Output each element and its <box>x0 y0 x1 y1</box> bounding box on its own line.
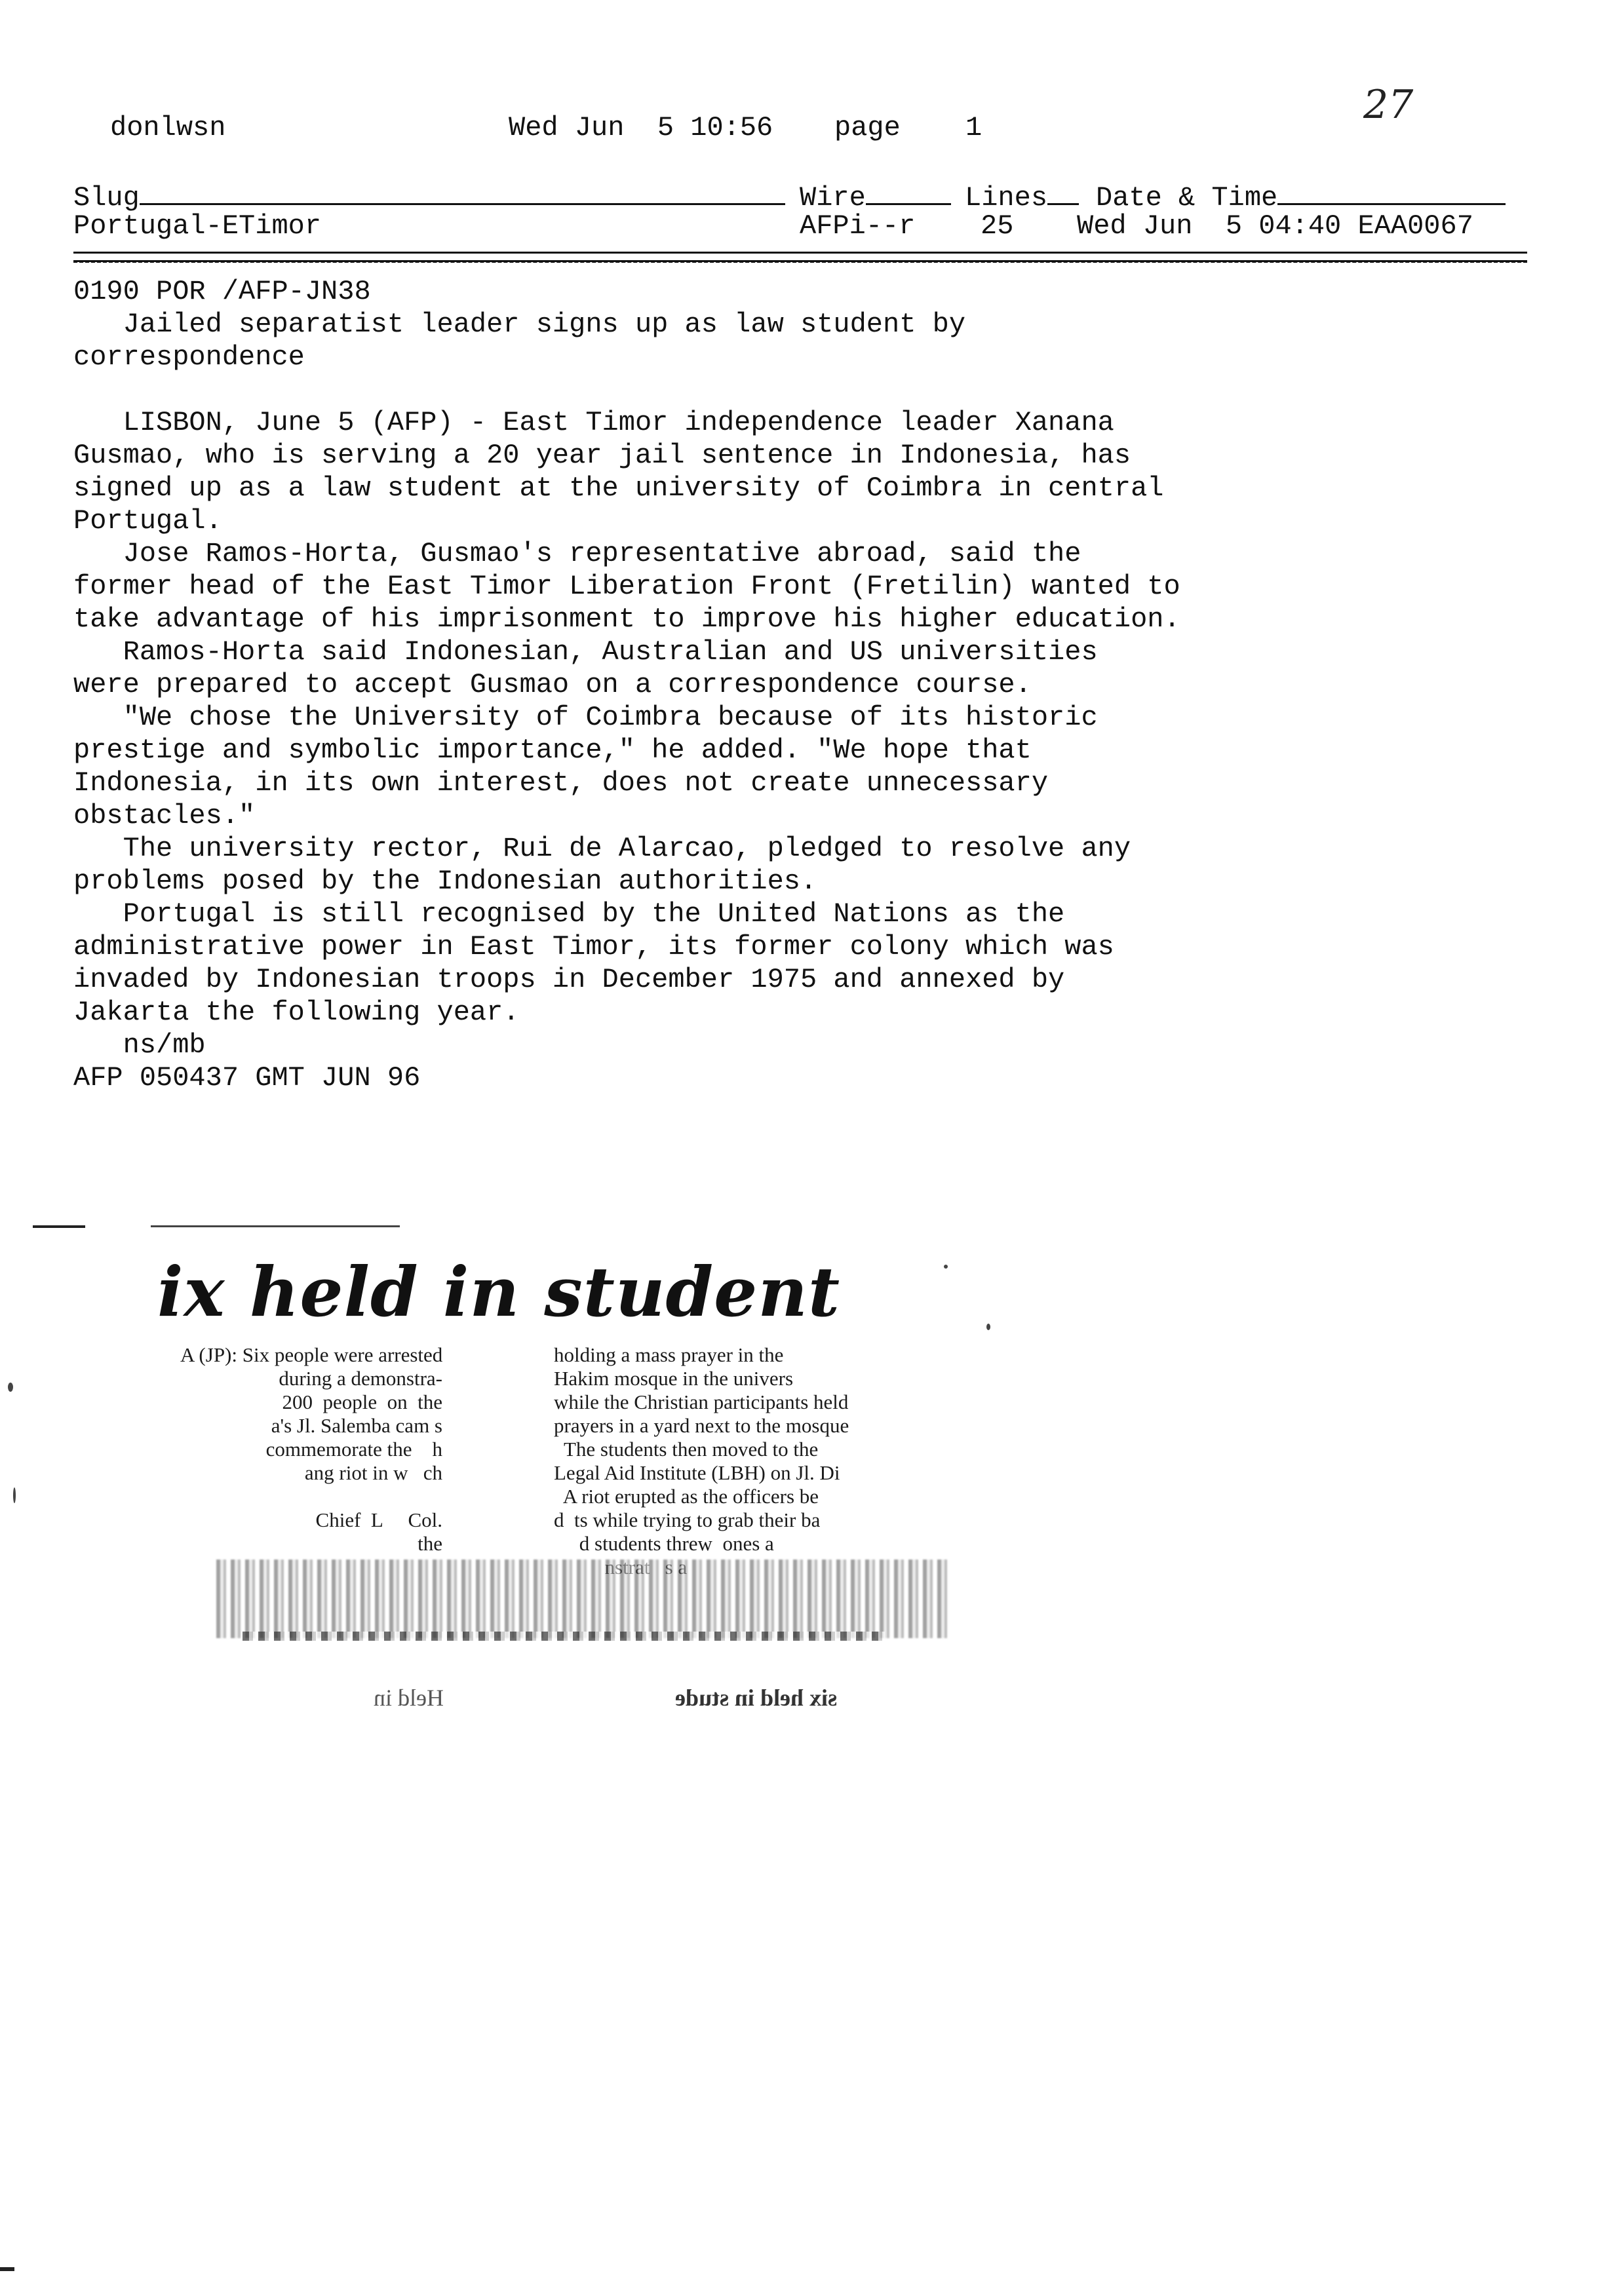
story-line: ns/mb <box>73 1029 206 1061</box>
slug-value: Portugal-ETimor <box>73 210 322 242</box>
scan-speck <box>944 1265 948 1269</box>
story-line: "We chose the University of Coimbra because of its historic <box>73 702 1098 733</box>
wire-story <box>73 275 1515 1094</box>
clipping-line: 200 people on the <box>282 1390 442 1413</box>
story-line: take advantage of his imprisonment to improve his higher education. <box>73 603 1180 635</box>
wire-label: Wire <box>800 182 866 214</box>
story-line: prestige and symbolic importance," he added. "We hope that <box>73 735 1032 766</box>
clipping-line: a's Jl. Salemba cam s <box>271 1414 442 1437</box>
story-line: Jailed separatist leader signs up as law student by <box>73 309 966 340</box>
header-user: donlwsn <box>110 112 226 144</box>
clipping-line: d ts while trying to grab their ba <box>554 1508 821 1531</box>
scan-speck <box>986 1324 990 1330</box>
clipping-line: d students threw ones a <box>554 1532 774 1555</box>
clipping-rule <box>33 1225 85 1228</box>
lines-label: Lines <box>965 182 1048 214</box>
clipping-headline: ix held in student <box>157 1252 841 1332</box>
story-line: Gusmao, who is serving a 20 year jail sentence in Indonesia, has <box>73 440 1131 471</box>
story-line: Jakarta the following year. <box>73 997 520 1028</box>
story-line: problems posed by the Indonesian authorities. <box>73 866 817 897</box>
clipping-line: the <box>418 1532 442 1555</box>
clipping-line <box>180 1485 442 1508</box>
story-line: invaded by Indonesian troops in December 1975 and annexed by <box>73 964 1065 995</box>
handwritten-mark: 27 <box>1363 82 1414 128</box>
story-line: Ramos-Horta said Indonesian, Australian and US universities <box>73 636 1098 668</box>
bleed-through-text-right: six held in stude <box>675 1685 838 1711</box>
bleed-through-text-left: Held in <box>374 1685 444 1711</box>
story-line: administrative power in East Timor, its former colony which was <box>73 931 1114 963</box>
clipping-line: A riot erupted as the officers be <box>554 1485 819 1508</box>
story-line: Portugal. <box>73 505 222 537</box>
header-page-number: 1 <box>965 112 983 144</box>
header-page-label: page <box>834 112 901 144</box>
slug-label: Slug <box>73 182 140 214</box>
story-line: LISBON, June 5 (AFP) - East Timor independence leader Xanana <box>73 407 1114 438</box>
date-time-value: Wed Jun 5 04:40 EAA0067 <box>1077 210 1473 242</box>
scan-speck <box>13 1487 16 1503</box>
story-line: Jose Ramos-Horta, Gusmao's representative abroad, said the <box>73 538 1081 569</box>
story-line: former head of the East Timor Liberation Front (Fretilin) wanted to <box>73 571 1180 602</box>
scan-speck <box>8 1383 13 1392</box>
clipping-rule <box>151 1225 400 1227</box>
clipping-line: Chief L Col. <box>315 1508 442 1531</box>
clipping-line: prayers in a yard next to the mosque <box>554 1414 849 1437</box>
story-line: Portugal is still recognised by the United Nations as the <box>73 898 1065 930</box>
story-line: The university rector, Rui de Alarcao, pledged to resolve any <box>73 833 1131 864</box>
story-line: 0190 POR /AFP-JN38 <box>73 276 371 307</box>
story-line: correspondence <box>73 341 305 373</box>
clipping-line: commemorate the h <box>265 1438 442 1461</box>
lines-value: 25 <box>981 210 1014 242</box>
clipping-line: A (JP): Six people were arrested <box>180 1343 443 1366</box>
story-line: signed up as a law student at the university of Coimbra in central <box>73 472 1164 504</box>
story-line: were prepared to accept Gusmao on a correspondence course. <box>73 669 1032 700</box>
clipping-smudge <box>243 1632 885 1641</box>
story-line: Indonesia, in its own interest, does not create unnecessary <box>73 767 1049 799</box>
clipping-smudge <box>216 1559 950 1638</box>
story-line: AFP 050437 GMT JUN 96 <box>73 1062 421 1094</box>
scan-edge-mark <box>0 2267 14 2271</box>
separator-rule-dashed <box>73 261 1527 263</box>
wire-value: AFPi--r <box>800 210 916 242</box>
clipping-line: Hakim mosque in the univers <box>554 1367 794 1390</box>
clipping-line: The students then moved to the <box>554 1438 819 1461</box>
story-line <box>73 373 1515 406</box>
clipping-line: holding a mass prayer in the <box>554 1343 784 1366</box>
clipping-line: during a demonstra- <box>279 1367 442 1390</box>
clipping-left-column <box>180 1343 442 1556</box>
date-time-label: Date & Time <box>1096 182 1278 214</box>
clipping-line: ang riot in w ch <box>304 1461 442 1484</box>
newspaper-clipping <box>26 1212 1075 1750</box>
story-line: obstacles." <box>73 800 256 832</box>
header-datetime: Wed Jun 5 10:56 <box>509 112 773 144</box>
clipping-line: while the Christian participants held <box>554 1390 849 1413</box>
clipping-line: Legal Aid Institute (LBH) on Jl. Di <box>554 1461 840 1484</box>
clipping-right-column <box>554 1343 849 1579</box>
